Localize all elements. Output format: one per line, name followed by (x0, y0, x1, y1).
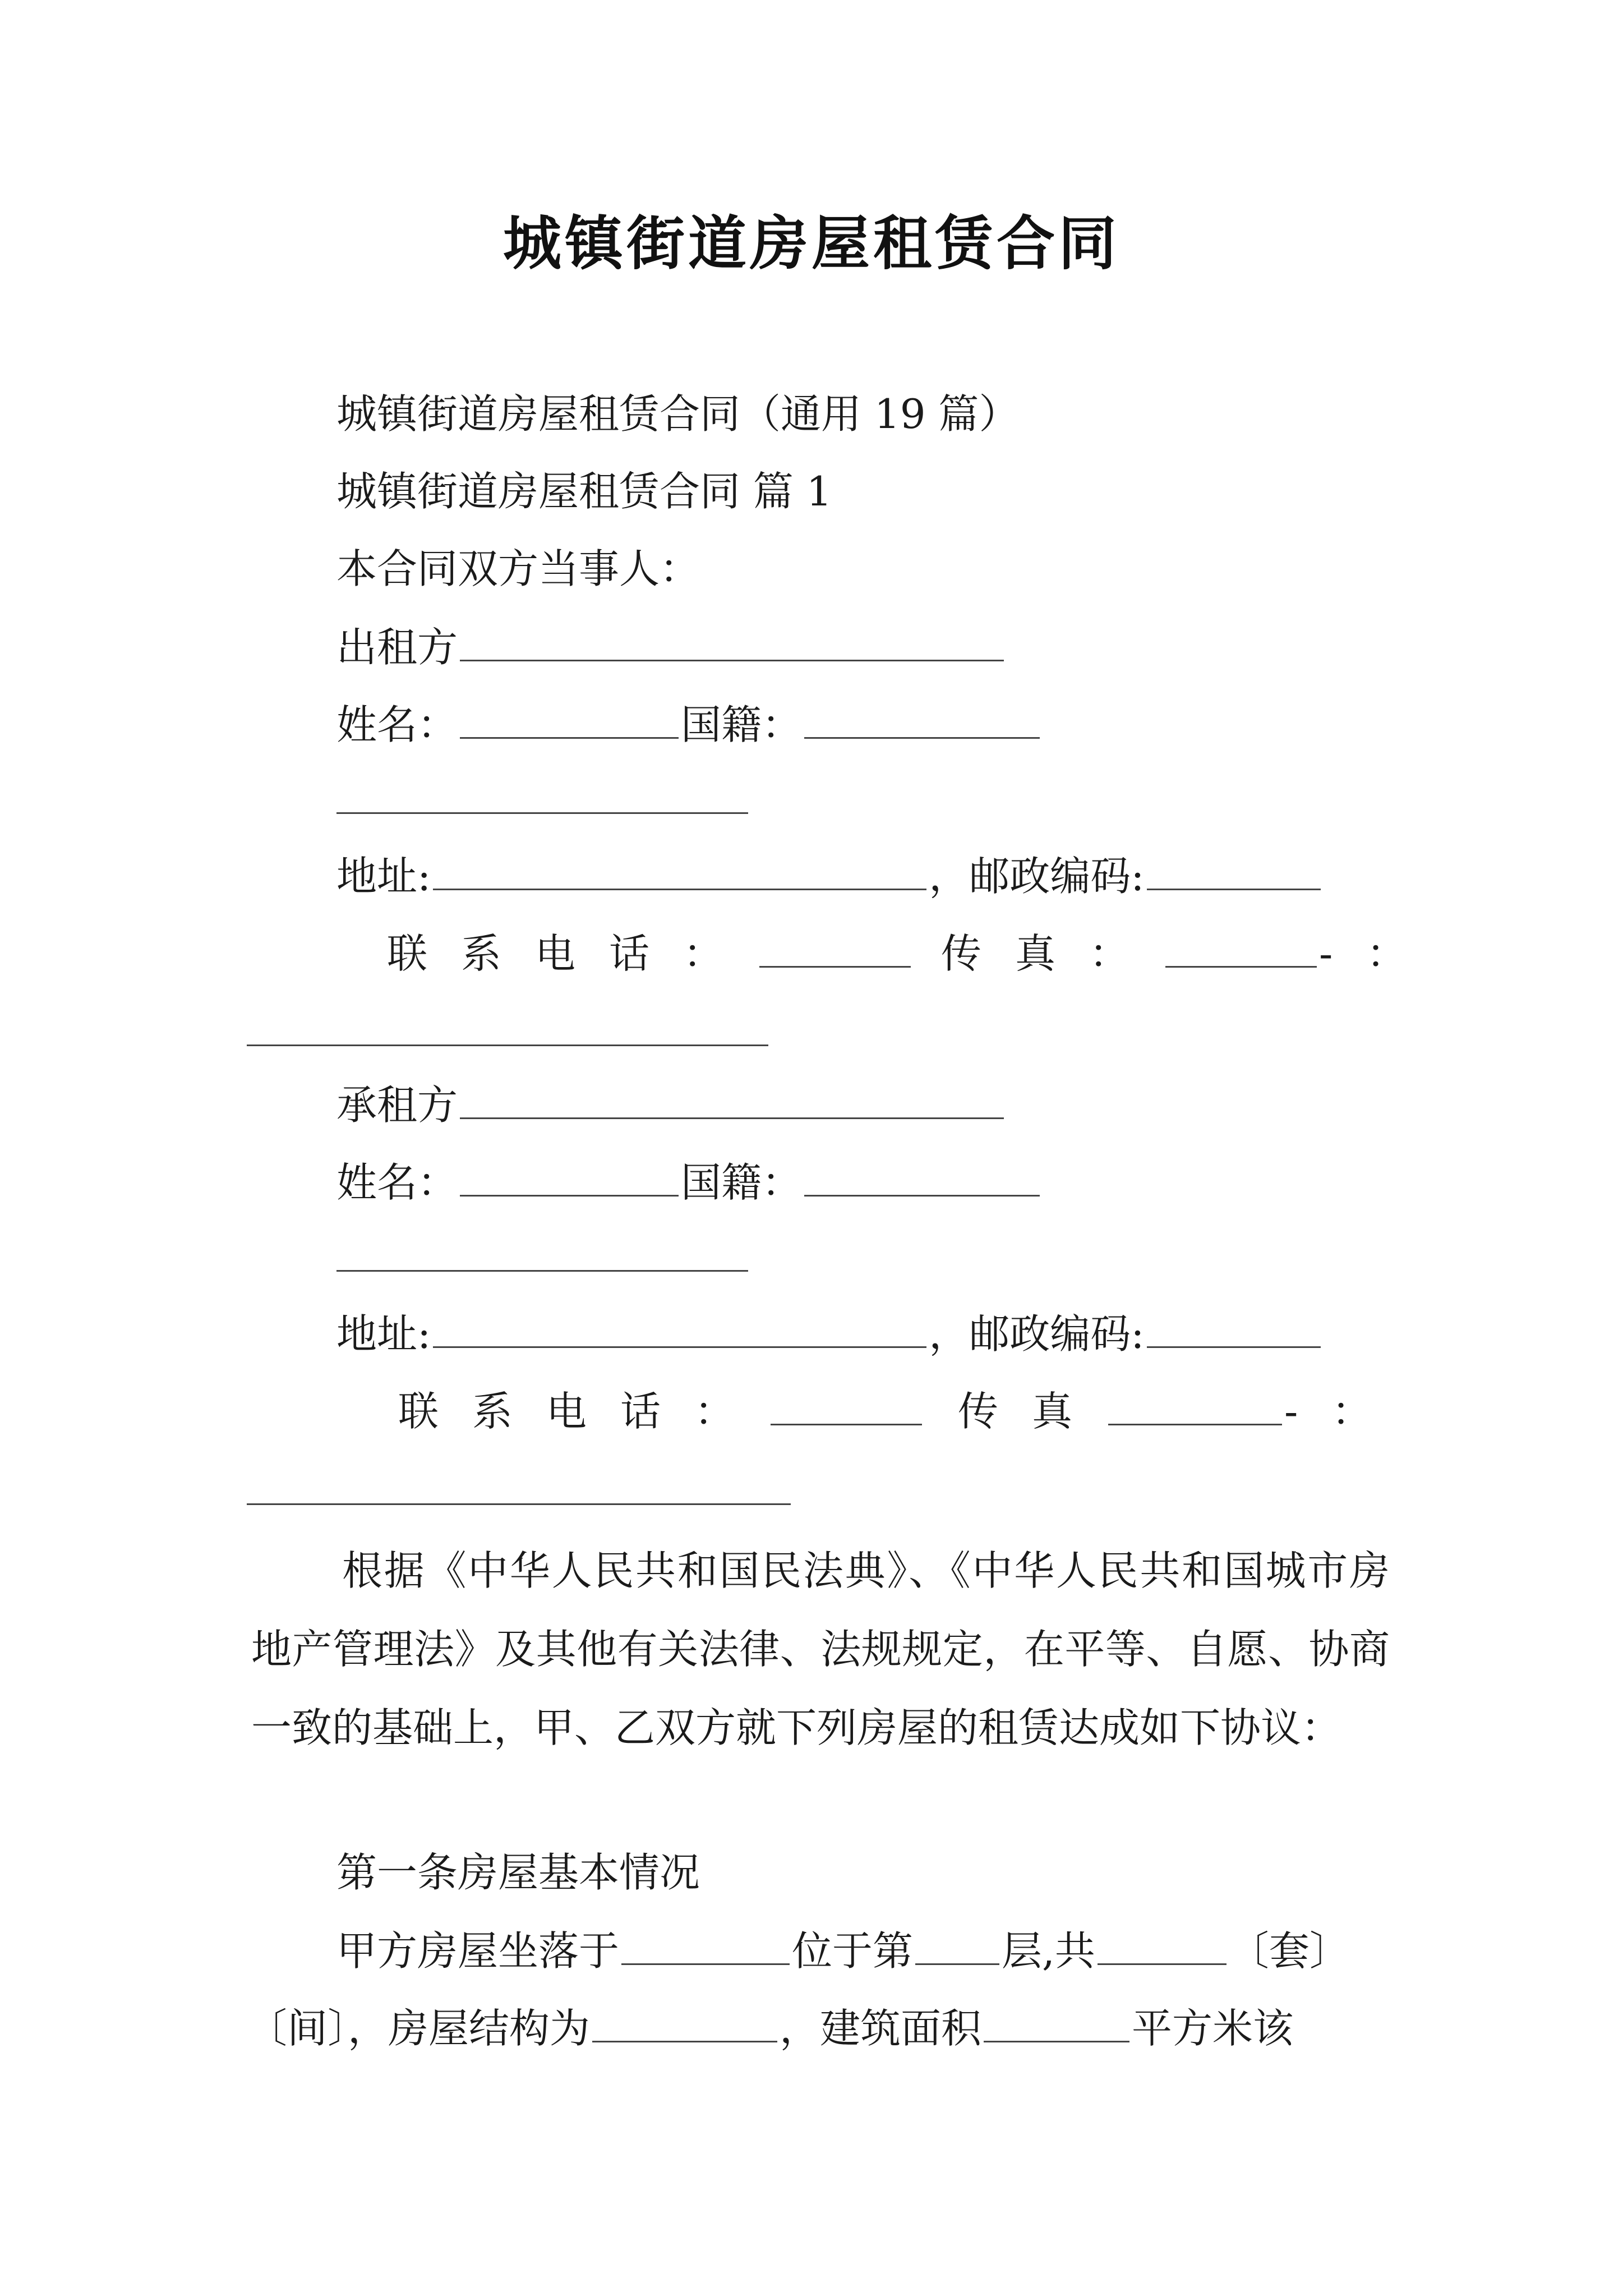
lessor-row (336, 619, 1006, 674)
lessee-nationality-blank (804, 1154, 1040, 1197)
article1-line2 (247, 2000, 1293, 2055)
lessor-fax-suffix: -： (1319, 930, 1441, 977)
lessee-row (336, 1077, 1006, 1132)
article1-heading: 第一条房屋基本情况 (336, 1849, 700, 1896)
lessor-nationality-blank (804, 697, 1040, 739)
lessee-phone-row (398, 1383, 1405, 1438)
lessor-address-label: 地址: (336, 853, 431, 900)
lessee-phone-label: 联系电话： (398, 1388, 769, 1435)
lessee-phone-blank (771, 1383, 922, 1425)
area-label: ，建筑面积 (780, 2005, 982, 2052)
article1-line1 (336, 1923, 1350, 1978)
lessor-fax-label: 传真： (941, 930, 1164, 977)
location-blank (621, 1923, 790, 1965)
lessor-phone-row (387, 926, 1440, 981)
structure-blank (592, 2000, 777, 2042)
lessee-extra-blank (336, 1270, 748, 1272)
lessee-label: 承租方 (336, 1082, 458, 1129)
lessor-label: 出租方 (336, 624, 458, 671)
lessor-postal-blank (1147, 848, 1321, 890)
location-label: 甲方房屋坐落于 (336, 1927, 620, 1975)
lessee-address-label: 地址: (336, 1310, 431, 1358)
section-heading: 城镇街道房屋租赁合同 篇 1 (336, 468, 832, 515)
lessor-postal-label: ，邮政编码: (929, 853, 1145, 900)
lessee-fax-suffix: -： (1284, 1388, 1406, 1435)
parties-intro: 本合同双方当事人： (336, 545, 700, 592)
lessor-address-row (336, 848, 1323, 903)
lessor-extra-blank (336, 812, 748, 814)
lessee-name-row (336, 1154, 1042, 1209)
lessee-name-blank (460, 1154, 679, 1197)
lessor-fax-continuation (247, 1045, 768, 1046)
structure-label: 〔间〕，房屋结构为 (247, 2005, 591, 2052)
floor-blank (915, 1923, 999, 1965)
lessee-nationality-label: 国籍： (681, 1159, 803, 1206)
lessor-name-label: 姓名： (336, 701, 458, 748)
lessee-postal-blank (1147, 1306, 1321, 1348)
lessee-blank (460, 1077, 1004, 1119)
lessor-name-blank (460, 697, 679, 739)
area-blank (984, 2000, 1129, 2042)
document-subtitle: 城镇街道房屋租赁合同（通用 19 篇） (336, 390, 1020, 438)
lessee-postal-label: ，邮政编码: (929, 1310, 1145, 1358)
total-label: 层,共 (1002, 1927, 1095, 1975)
lessor-fax-blank (1165, 926, 1317, 968)
lessee-fax-label: 传真 (958, 1388, 1106, 1435)
lessor-name-row (336, 697, 1042, 752)
lessee-address-row (336, 1306, 1323, 1361)
floor-label: 位于第 (792, 1927, 914, 1975)
unit-label: 〔套〕 (1228, 1927, 1350, 1975)
lessor-phone-blank (759, 926, 911, 968)
lessee-address-blank (433, 1306, 926, 1348)
lessee-name-label: 姓名： (336, 1159, 458, 1206)
lessor-address-blank (433, 848, 926, 890)
lessor-blank (460, 619, 1004, 661)
lessor-nationality-label: 国籍： (681, 701, 803, 748)
preamble-paragraph: 根据《中华人民共和国民法典》、《中华人民共和国城市房地产管理法》及其他有关法律、法规规定，在平等、自愿、协商一致的基础上，甲、乙双方就下列房屋的租赁达成如下协议： (251, 1547, 1390, 1751)
document-title: 城镇街道房屋租赁合同 (502, 209, 1120, 278)
lessee-fax-blank (1108, 1383, 1282, 1425)
lessee-fax-continuation (247, 1503, 791, 1505)
lessor-phone-label: 联系电话： (387, 930, 758, 977)
total-blank (1098, 1923, 1227, 1965)
area-unit-label: 平方米该 (1132, 2005, 1294, 2052)
